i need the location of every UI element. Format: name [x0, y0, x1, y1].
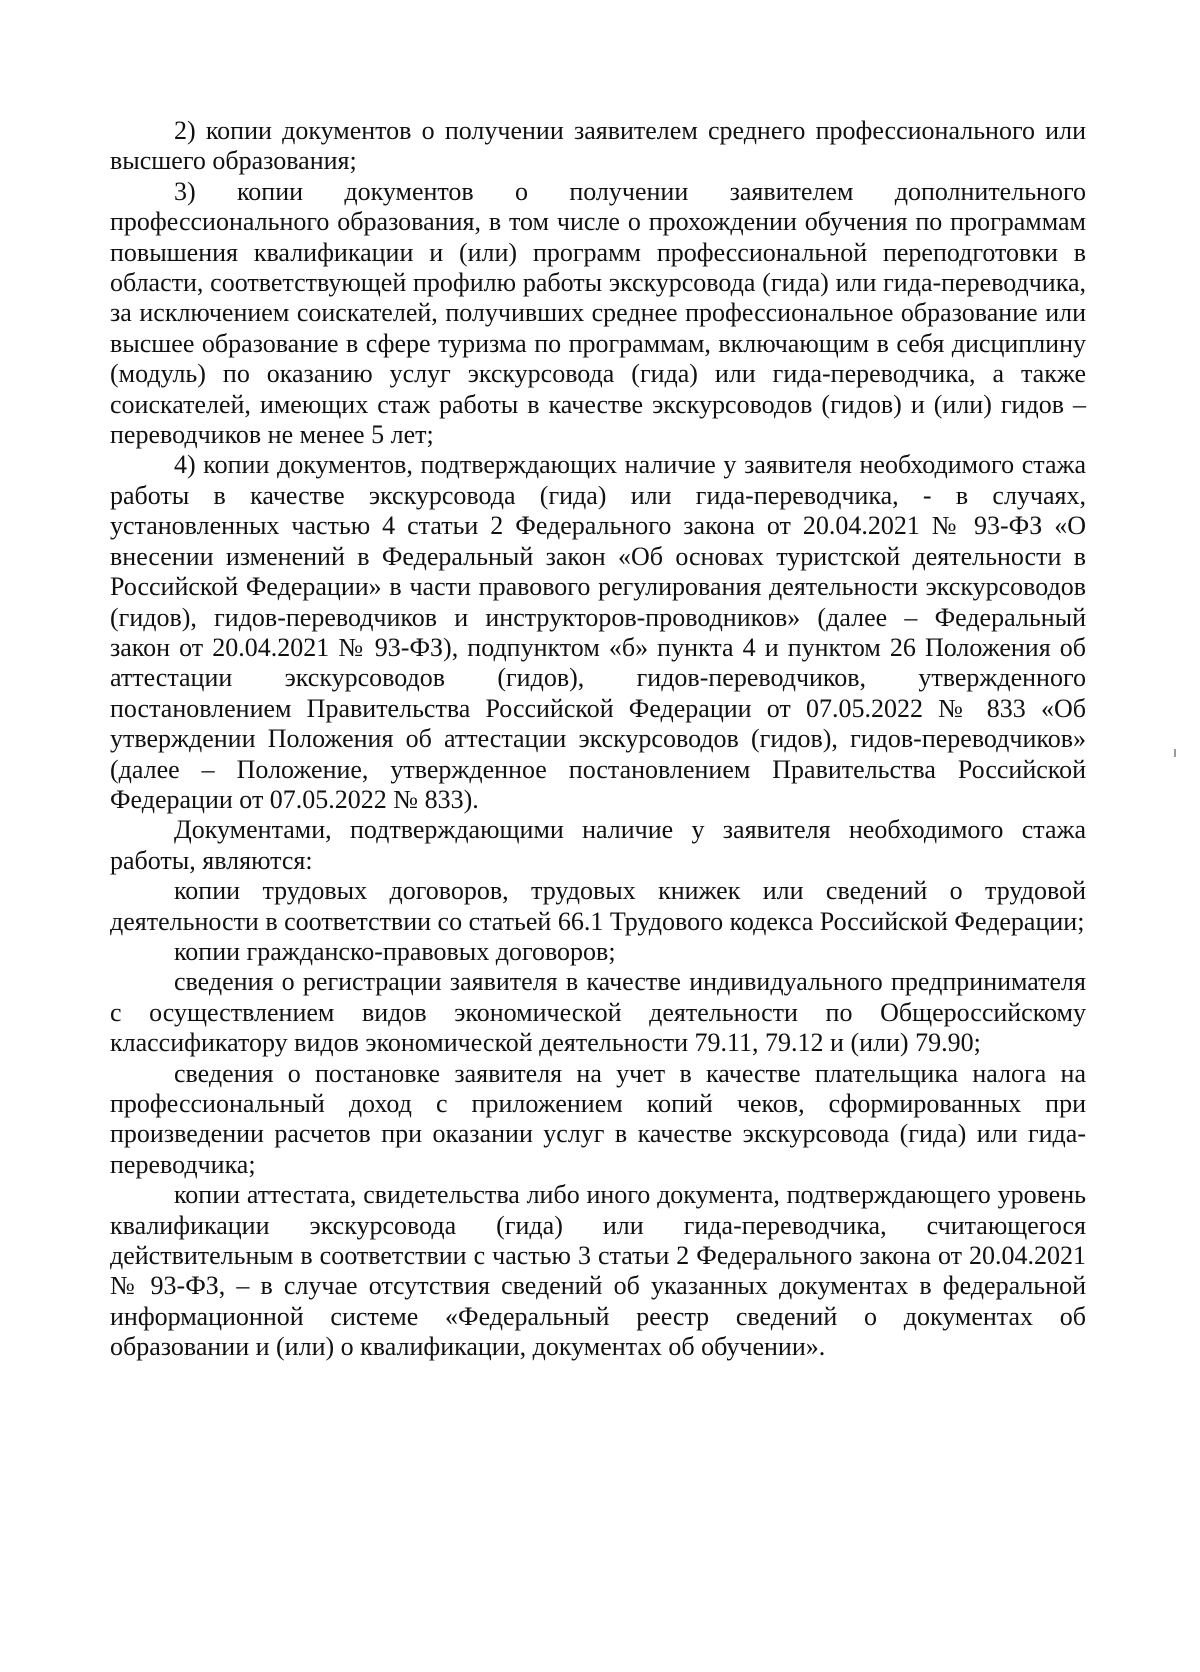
paragraph-tax-registration: сведения о постановке заявителя на учет в качестве плательщика налога на профессиональный доход с приложением копий чеков, сформированных при произведении расчетов при оказании услуг в качестве экскурсовода (гида) или гида-переводчика; [110, 1058, 1086, 1179]
scan-margin-mark [1174, 749, 1176, 757]
paragraph-item-2: 2) копии документов о получении заявителем среднего профессионального или высшего образования; [110, 116, 1086, 176]
document-body [110, 116, 1086, 1363]
paragraph-item-3: 3) копии документов о получении заявителем дополнительного профессионального образования, в том числе о прохождении обучения по программам повышения квалификации и (или) программ профессиональной переподготовки в области, соответствующей профилю работы экскурсовода (гида) или гида-переводчика, за исключением соискателей, получивших среднее профессиональное образование или высшее образование в сфере туризма по программам, включающим в себя дисциплину (модуль) по оказанию услуг экскурсовода (гида) или гида-переводчика, а также соискателей, имеющих стаж работы в качестве экскурсоводов (гидов) и (или) гидов – переводчиков не менее 5 лет; [110, 176, 1086, 450]
paragraph-labor-contracts: копии трудовых договоров, трудовых книжек или сведений о трудовой деятельности в соответствии со статьей 66.1 Трудового кодекса Российской Федерации; [110, 876, 1086, 936]
paragraph-certificate-copies: копии аттестата, свидетельства либо иного документа, подтверждающего уровень квалификации экскурсовода (гида) или гида-переводчика, считающегося действительным в соответствии с частью 3 статьи 2 Федерального закона от 20.04.2021 № 93-ФЗ, – в случае отсутствия сведений об указанных документах в федеральной информационной системе «Федеральный реестр сведений о документах об образовании и (или) о квалификации, документах об обучении». [110, 1180, 1086, 1362]
paragraph-documents-intro: Документами, подтверждающими наличие у заявителя необходимого стажа работы, являются: [110, 815, 1086, 875]
paragraph-civil-contracts: копии гражданско-правовых договоров; [174, 936, 616, 966]
paragraph-item-4: 4) копии документов, подтверждающих наличие у заявителя необходимого стажа работы в качестве экскурсовода (гида) или гида-переводчика, - в случаях, установленных частью 4 статьи 2 Федерального закона от 20.04.2021 № 93-ФЗ «О внесении изменений в Федеральный закон «Об основах туристской деятельности в Российской Федерации» в части правового регулирования деятельности экскурсоводов (гидов), гидов-переводчиков и инструкторов-проводников» (далее – Федеральный закон от 20.04.2021 № 93-ФЗ), подпунктом «б» пункта 4 и пунктом 26 Положения об аттестации экскурсоводов (гидов), гидов-переводчиков, утвержденного постановлением Правительства Российской Федерации от 07.05.2022 № 833 «Об утверждении Положения об аттестации экскурсоводов (гидов), гидов-переводчиков» (далее – Положение, утвержденное постановлением Правительства Российской Федерации от 07.05.2022 № 833). [110, 450, 1086, 814]
paragraph-entrepreneur-registration: сведения о регистрации заявителя в качестве индивидуального предпринимателя с осуществлением видов экономической деятельности по Общероссийскому классификатору видов экономической деятельности 79.11, 79.12 и (или) 79.90; [110, 967, 1086, 1058]
